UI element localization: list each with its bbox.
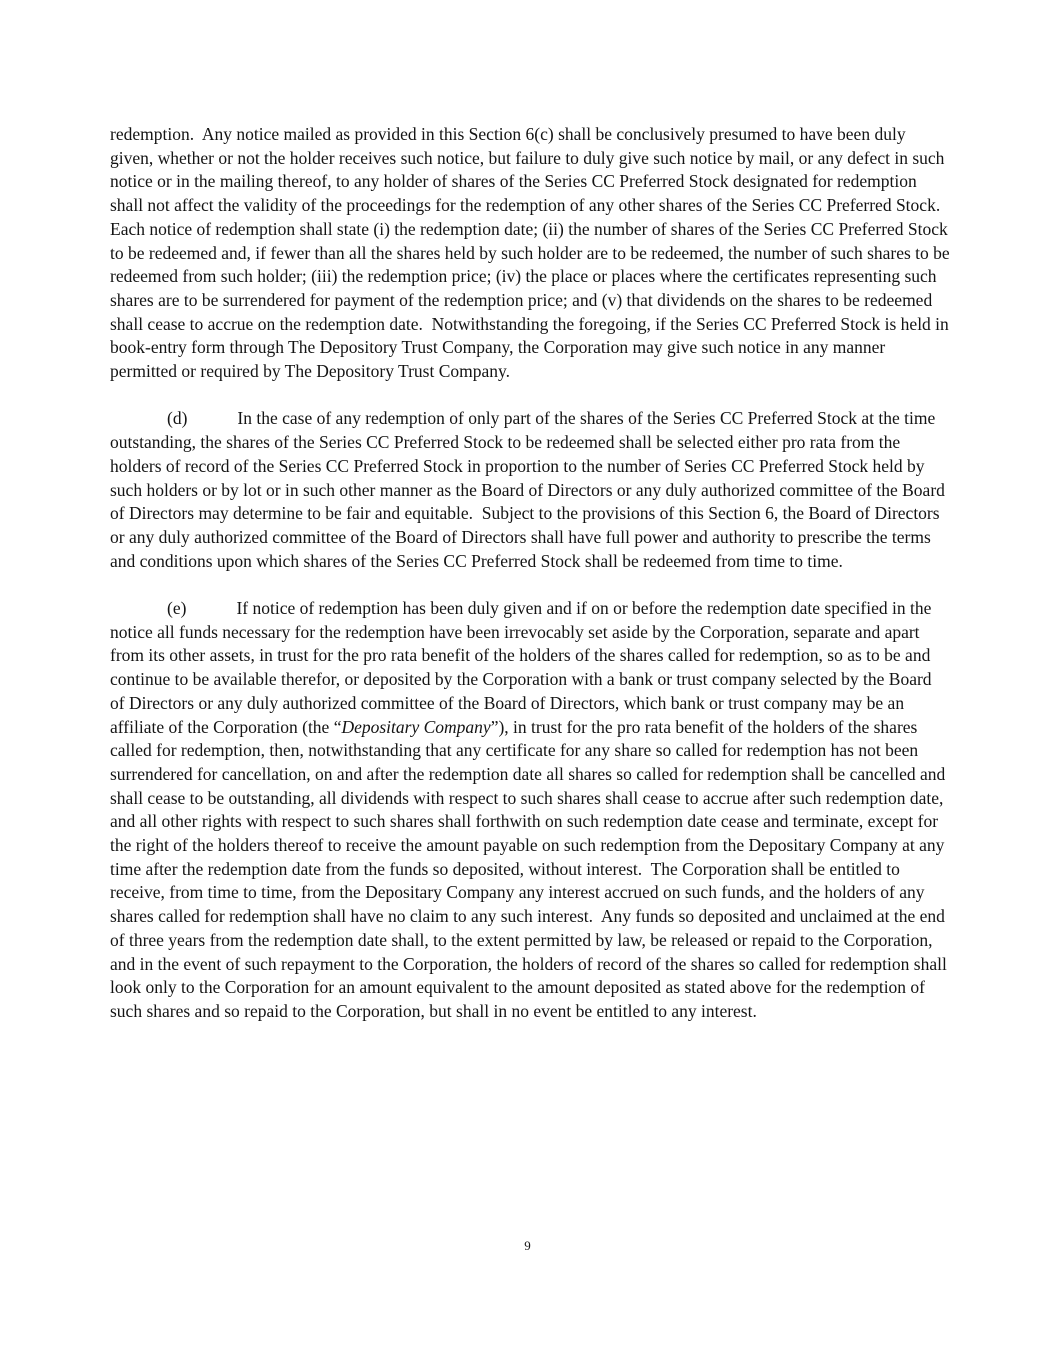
text-run: In the case of any redemption of only part of the shares of the Series CC Preferred Stock at the time outstanding, the shares of the Series CC Preferred Stock to be redeemed shall be selected either pro rata from the holders of record of the Series CC Preferred Stock in proportion to the number of Series CC Preferred Stock held by such holders or by lot or in such other manner as the Board of Directors or any duly authorized committee of the Board of Directors may determine to be fair and equitable. Subject to the provisions of this Section 6, the Board of Directors or any duly authorized committee of the Board of Directors shall have full power and authority to prescribe the terms and conditions upon which shares of the Series CC Preferred Stock shall be redeemed from time to time. — [110, 408, 950, 571]
text-run: ”), in trust for the pro rata benefit of the holders of the shares called for redemption, then, notwithstanding that any certificate for any share so called for redemption has not been surrendered for cancellation, on and after the redemption date all shares so called for redemption shall be cancelled and shall cease to be outstanding, all dividends with respect to such shares shall cease to accrue after such redemption date, and all other rights with respect to such shares shall forthwith on such redemption date cease and terminate, except for the right of the holders thereof to receive the amount payable on such redemption from the Depositary Company at any time after the redemption date from the funds so deposited, without interest. The Corporation shall be entitled to receive, from time to time, from the Depositary Company any interest accrued on such funds, and the holders of any shares called for redemption shall have no claim to any such interest. Any funds so deposited and unclaimed at the end of three years from the redemption date shall, to the extent permitted by law, be released or repaid to the Corporation, and in the event of such repayment to the Corporation, the holders of record of the shares so called for redemption shall look only to the Corporation for an amount equivalent to the amount deposited as stated above for the redemption of such shares and so repaid to the Corporation, but shall in no event be entitled to any interest. — [110, 716, 952, 1021]
paragraph — [110, 123, 955, 384]
paragraph — [110, 407, 950, 573]
page-footer — [0, 1237, 1055, 1255]
document-body — [110, 123, 955, 1024]
text-run: redemption. Any notice mailed as provided in this Section 6(c) shall be conclusively presumed to have been duly given, whether or not the holder receives such notice, but failure to duly give such notice by mail, or any defect in such notice or in the mailing thereof, to any holder of shares of the Series CC Preferred Stock designated for redemption shall not affect the validity of the proceedings for the redemption of any other shares of the Series CC Preferred Stock. Each notice of redemption shall state (i) the redemption date; (ii) the number of shares of the Series CC Preferred Stock to be redeemed and, if fewer than all the shares held by such holder are to be redeemed, the number of such shares to be redeemed from such holder; (iii) the redemption price; (iv) the place or places where the certificates representing such shares are to be surrendered for payment of the redemption price; and (v) that dividends on the shares to be redeemed shall cease to accrue on the redemption date. Notwithstanding the foregoing, if the Series CC Preferred Stock is held in book-entry form through The Depository Trust Company, the Corporation may give such notice in any manner permitted or required by The Depository Trust Company. — [110, 124, 955, 382]
tab-spacer — [186, 613, 236, 614]
text-run: Depositary Company — [341, 716, 491, 737]
paragraph-label: (d) — [167, 408, 188, 429]
paragraph — [110, 597, 950, 1024]
paragraph-label: (e) — [167, 598, 187, 619]
text-run: If notice of redemption has been duly given and if on or before the redemption date specified in the notice all funds necessary for the redemption have been irrevocably set aside by the Corporation, separate and apart from its other assets, in trust for the pro rata benefit of the holders of the shares called for redemption, so as to be and continue to be available therefor, or deposited by the Corporation with a bank or trust company selected by the Board of Directors or any duly authorized committee of the Board of Directors, which bank or trust company may be an affiliate of the Corporation (the “ — [110, 598, 936, 737]
tab-spacer — [187, 423, 237, 424]
page-number: 9 — [524, 1238, 531, 1253]
